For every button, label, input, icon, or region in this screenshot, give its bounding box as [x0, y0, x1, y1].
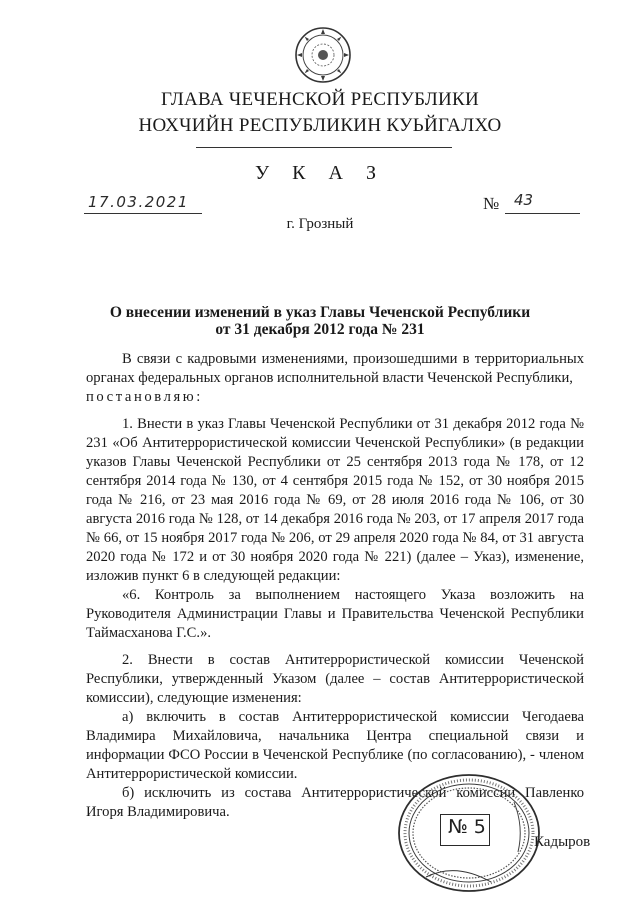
title-line-2: от 31 декабря 2012 года № 231	[215, 321, 425, 338]
header-subtitle: НОХЧИЙН РЕСПУБЛИКИН КУЬЙГАЛХО	[138, 115, 502, 136]
header-divider	[196, 147, 452, 148]
document-title	[60, 304, 580, 338]
document-date: 17.03.2021	[88, 193, 189, 211]
date-underline	[84, 213, 202, 214]
item-2b-paragraph: б) исключить из состава Антитеррористической комиссии Павленко Игоря Владимировича.	[86, 785, 584, 820]
stamp-number: № 5	[448, 816, 486, 838]
document-type: У К А З	[255, 162, 385, 184]
decree-body	[86, 350, 584, 822]
emblem-icon	[294, 26, 352, 84]
item-2-paragraph: 2. Внести в состав Антитеррористической комиссии Чеченской Республики, утвержденный Указом (далее – состав Антитеррористической комиссии), следующие изменения:	[86, 652, 584, 706]
number-label: №	[483, 194, 500, 213]
item-1-paragraph: 1. Внести в указ Главы Чеченской Республики от 31 декабря 2012 года № 231 «Об Антитеррористической комиссии Чеченской Республики» (в редакции указов Главы Чеченской Республики от 25 сентября 2013 года № 178, от 12 сентября 2014 года № 130, от 4 сентября 2015 года № 152, от 30 ноября 2015 года № 216, от 23 мая 2016 года № 69, от 28 июля 2016 года № 106, от 30 августа 2016 года № 128, от 14 декабря 2016 года № 203, от 17 апреля 2017 года № 66, от 15 ноября 2017 года № 206, от 29 апреля 2020 года № 84, от 31 августа 2020 года № 172 и от 30 ноября 2020 года № 221) (далее – Указ), изменение, изложив пункт 6 в следующей редакции:	[86, 416, 584, 584]
number-underline	[505, 213, 580, 214]
signature-name: Кадыров	[534, 834, 591, 850]
decree-word: постановляю:	[86, 389, 203, 405]
intro-paragraph: В связи с кадровыми изменениями, произошедшими в территориальных органах федеральных органов исполнительной власти Чеченской Республики,	[86, 351, 584, 386]
item-1-quote: «6. Контроль за выполнением настоящего Указа возложить на Руководителя Администрации Главы и Правительства Чеченской Республики Таймасханова Г.С.».	[86, 587, 584, 641]
title-line-1: О внесении изменений в указ Главы Чеченской Республики	[109, 304, 531, 321]
document-city: г. Грозный	[286, 216, 354, 232]
document-number: 43	[514, 191, 534, 209]
item-2a-paragraph: а) включить в состав Антитеррористической комиссии Чегодаева Владимира Михайловича, начальника Центра специальной связи и информации ФСО России в Чеченской Республике (по согласованию), - членом Антитеррористической комиссии.	[86, 709, 584, 782]
header-title: ГЛАВА ЧЕЧЕНСКОЙ РЕСПУБЛИКИ	[160, 89, 480, 110]
